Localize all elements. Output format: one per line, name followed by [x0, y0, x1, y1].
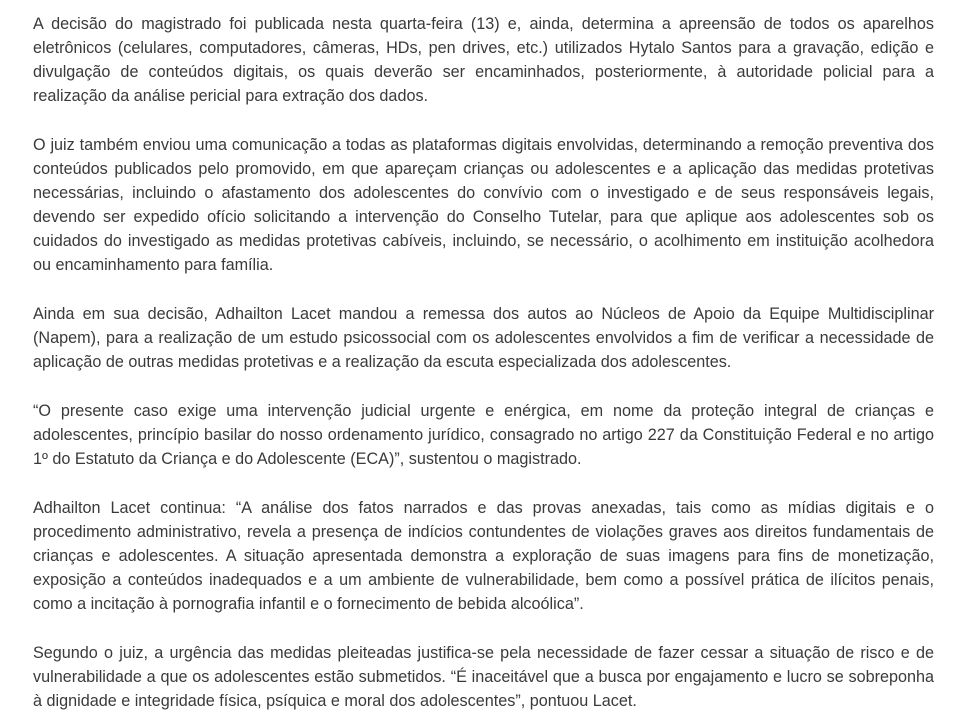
- article-paragraph-5-quote: Adhailton Lacet continua: “A análise dos fatos narrados e das provas anexadas, tais como as mídias digitais e o procedimento administrativo, revela a presença de indícios contundentes de violações graves aos direitos fundamentais de crianças e adolescentes. A situação apresentada demonstra a exploração de suas imagens para fins de monetização, exposição a conteúdos inadequados e a um ambiente de vulnerabilidade, bem como a possível prática de ilícitos penais, como a incitação à pornografia infantil e o fornecimento de bebida alcoólica”.: [33, 499, 934, 613]
- article-paragraph-4-quote: “O presente caso exige uma intervenção judicial urgente e enérgica, em nome da proteção integral de crianças e adolescentes, princípio basilar do nosso ordenamento jurídico, consagrado no artigo 227 da Constituição Federal e no artigo 1º do Estatuto da Criança e do Adolescente (ECA)”, sustentou o magistrado.: [33, 402, 934, 468]
- article-paragraph-1: A decisão do magistrado foi publicada nesta quarta-feira (13) e, ainda, determina a apreensão de todos os aparelhos eletrônicos (celulares, computadores, câmeras, HDs, pen drives, etc.) utilizados Hytalo Santos para a gravação, edição e divulgação de conteúdos digitais, os quais deverão ser encaminhados, posteriormente, à autoridade policial para a realização da análise pericial para extração dos dados.: [33, 15, 934, 105]
- article-body: [33, 12, 934, 713]
- article-paragraph-3: Ainda em sua decisão, Adhailton Lacet mandou a remessa dos autos ao Núcleos de Apoio da Equipe Multidisciplinar (Napem), para a realização de um estudo psicossocial com os adolescentes envolvidos a fim de verificar a necessidade de aplicação de outras medidas protetivas e a realização da escuta especializada dos adolescentes.: [33, 305, 934, 371]
- article-paragraph-6: Segundo o juiz, a urgência das medidas pleiteadas justifica-se pela necessidade de fazer cessar a situação de risco e de vulnerabilidade a que os adolescentes estão submetidos. “É inaceitável que a busca por engajamento e lucro se sobreponha à dignidade e integridade física, psíquica e moral dos adolescentes”, pontuou Lacet.: [33, 644, 934, 710]
- article-paragraph-2: O juiz também enviou uma comunicação a todas as plataformas digitais envolvidas, determinando a remoção preventiva dos conteúdos publicados pelo promovido, em que apareçam crianças ou adolescentes e a aplicação das medidas protetivas necessárias, incluindo o afastamento dos adolescentes do convívio com o investigado e de seus responsáveis legais, devendo ser expedido ofício solicitando a intervenção do Conselho Tutelar, para que aplique aos adolescentes sob os cuidados do investigado as medidas protetivas cabíveis, incluindo, se necessário, o acolhimento em instituição acolhedora ou encaminhamento para família.: [33, 136, 934, 274]
